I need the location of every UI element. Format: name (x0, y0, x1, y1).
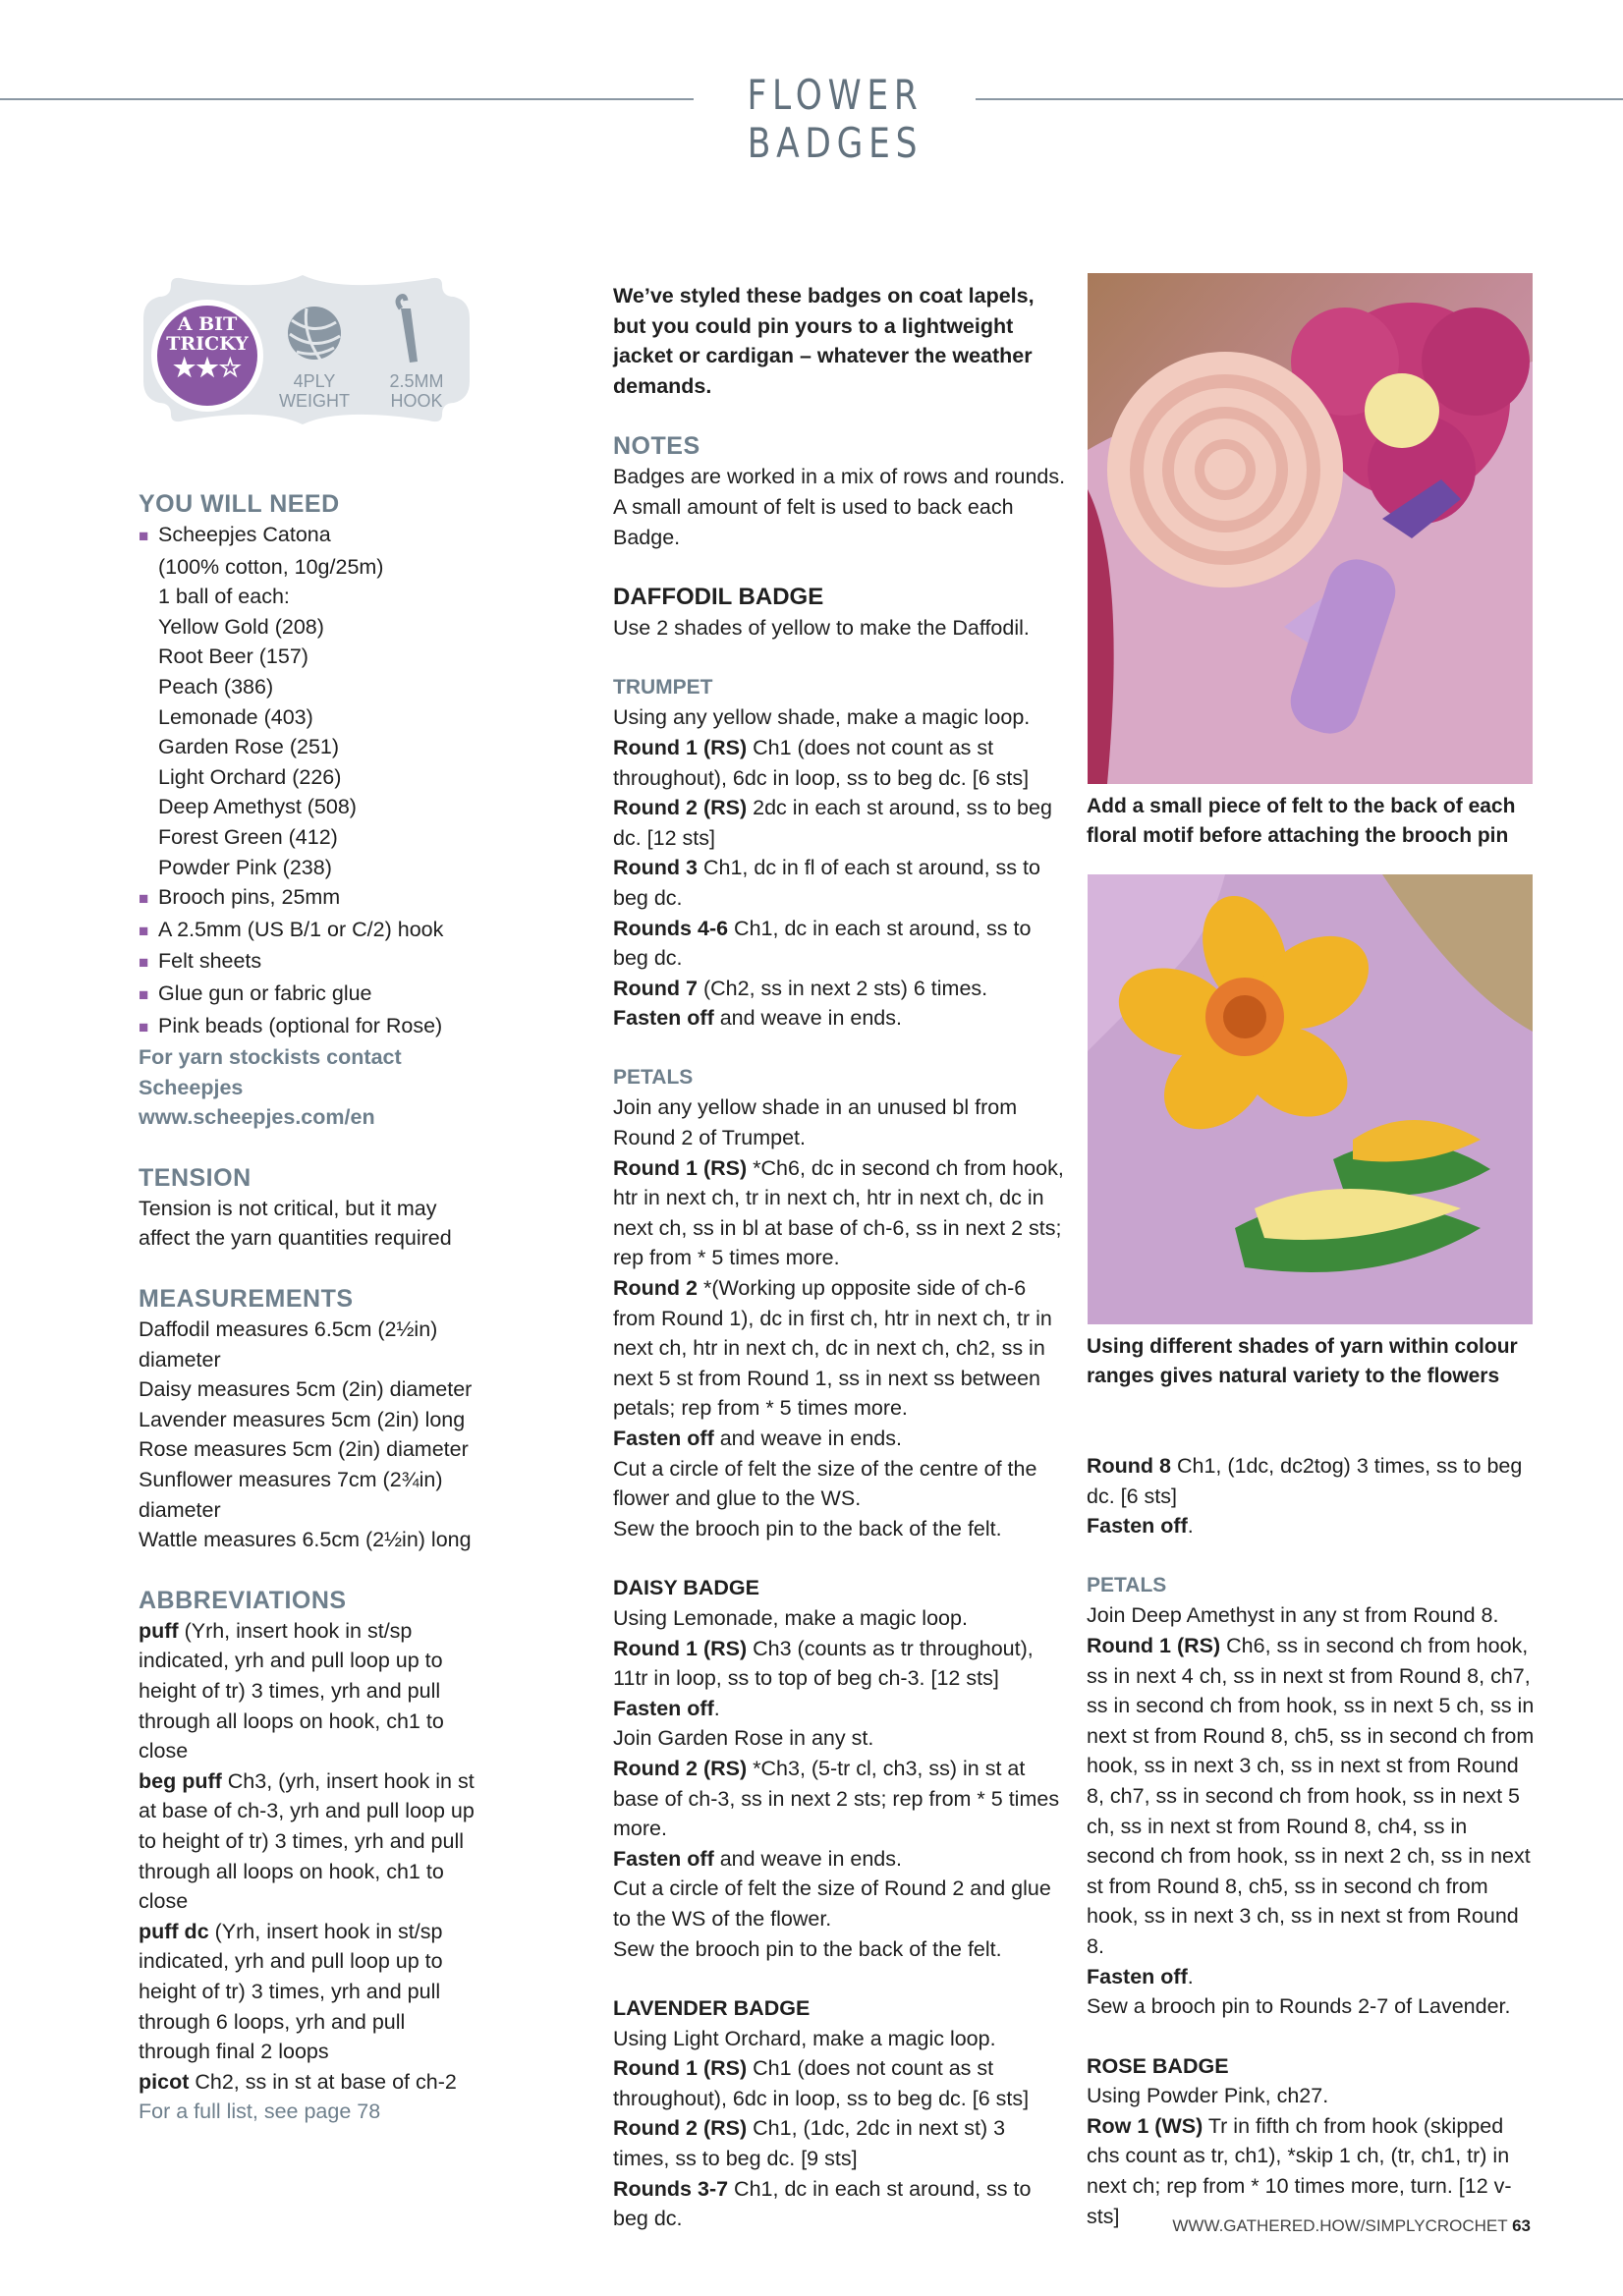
daffodil-petals-start: Join any yellow shade in an unused bl from Round 2 of Trumpet. (613, 1095, 1018, 1150)
yarn-list (139, 552, 477, 883)
yarn-line: Garden Rose (251) (158, 735, 340, 759)
page-title: FLOWER BADGES (747, 71, 923, 167)
header-rule-right (976, 98, 1623, 100)
yarn-line: Light Orchard (226) (158, 764, 342, 789)
pattern-step: Round 1 (RS) Ch6, ss in second ch from hook, ss in next 4 ch, ss in next st from Round 8, ch7, ss in second ch from hook, ss in next 5 ch, ss in next st from Round 8, ch5, ss in second ch from hook, ss in next 3 ch, ss in next st from Round 8, ch7, ss in second ch from hook, ss in next 5 ch, ss in next st from Round 8, ch4, ss in second ch from hook, ss in next 2 ch, ss in next st from Round 8, ch5, ss in second ch from hook, ss in next 3 ch, ss in next st from Round 8. (1087, 1633, 1535, 1958)
yarn-line: Forest Green (412) (158, 824, 338, 849)
pattern-step: Round 1 (RS) Ch1 (does not count as st throughout), 6dc in loop, ss to beg dc. [6 sts] (613, 735, 1030, 790)
rose-title: ROSE BADGE (1087, 2053, 1229, 2078)
yarn-line: Deep Amethyst (508) (158, 795, 357, 819)
abbreviation-item: puff dc (Yrh, insert hook in st/sp indicated, yrh and pull loop up to height of tr) 3 times, yrh and pull through 6 loops, yrh and pull through final 2 loops (139, 1919, 443, 2064)
footer-url[interactable]: WWW.GATHERED.HOW/SIMPLYCROCHET (1172, 2216, 1508, 2235)
notes-heading: NOTES (613, 432, 700, 461)
column-right (1087, 1451, 1540, 2231)
abbreviation-item: beg puff Ch3, (yrh, insert hook in st at base of ch-3, yrh and pull loop up to height of tr) 3 times, yrh and pull through all loops on hook, ch1 to close (139, 1768, 475, 1914)
pattern-step: Rounds 3-7 Ch1, dc in each st around, ss to beg dc. (613, 2176, 1032, 2231)
daffodil-title: DAFFODIL BADGE (613, 584, 824, 611)
pattern-step: Fasten off. (1087, 1514, 1194, 1539)
tension-heading: TENSION (139, 1163, 252, 1192)
difficulty-line-1: A BIT (177, 313, 238, 335)
yarn-line: (100% cotton, 10g/25m) (158, 554, 384, 579)
abbreviation-item: puff (Yrh, insert hook in st/sp indicated, yrh and pull loop up to height of tr) 3 times, yrh and pull through all loops on hook, ch1 to close (139, 1618, 444, 1764)
weight-label-line-1: 4PLY (293, 371, 336, 391)
yarn-line: Powder Pink (238) (158, 855, 332, 879)
difficulty-line-2: TRICKY (166, 333, 249, 355)
pattern-step: Fasten off and weave in ends. (613, 1846, 902, 1871)
header-rule-left (0, 98, 694, 100)
pattern-step: Round 2 *(Working up opposite side of ch-6 from Round 1), dc in first ch, htr in next ch, tr in next ch, htr in next ch, dc in next ch, ch2, ss in next 5 st from Round 1, ss in next ss between petals; rep from * 5 times more. (613, 1276, 1052, 1421)
daffodil-intro: Use 2 shades of yellow to make the Daffodil. (613, 616, 1030, 641)
pattern-step: Round 1 (RS) *Ch6, dc in second ch from hook, htr in next ch, tr in next ch, htr in next ch, dc in next ch, ss in bl at base of ch-6, ss in next 2 sts; rep from * 5 times more. (613, 1155, 1064, 1270)
measurement-line: Daffodil measures 6.5cm (2½in) diameter (139, 1317, 438, 1372)
measurements-heading: MEASUREMENTS (139, 1285, 354, 1314)
weight-label (265, 371, 364, 411)
pattern-step: Fasten off and weave in ends. (613, 1427, 902, 1450)
lavender-end: Sew a brooch pin to Rounds 2-7 of Lavender. (1087, 1994, 1511, 2019)
pattern-step: Row 1 (WS) Tr in fifth ch from hook (skipped chs count as tr, ch1), *skip 1 ch, (tr, ch1, tr) in next ch; rep from * 10 times more, turn. [12 v-sts] (1087, 2113, 1512, 2228)
difficulty-label (158, 314, 256, 383)
yarn-line: Root Beer (157) (158, 644, 308, 669)
pattern-step: Rounds 4-6 Ch1, dc in each st around, ss to beg dc. (613, 916, 1032, 971)
full-list-link[interactable]: For a full list, see page 78 (139, 2100, 381, 2124)
pattern-step: Fasten off and weave in ends. (613, 1006, 902, 1031)
yarn-line: Yellow Gold (208) (158, 614, 324, 639)
daffodil-petals-heading: PETALS (613, 1065, 694, 1089)
trumpet-heading: TRUMPET (613, 675, 713, 699)
column-left (139, 488, 477, 2127)
page-footer (1172, 2216, 1531, 2236)
lavender-petals-start: Join Deep Amethyst in any st from Round 8. (1087, 1603, 1499, 1628)
supply-item: ■ Glue gun or fabric glue (139, 980, 372, 1005)
stockist-name: Scheepjes (139, 1075, 244, 1099)
photo-daffodil-and-wattle (1088, 874, 1533, 1324)
lavender-title: LAVENDER BADGE (613, 1996, 811, 2021)
hook-label (367, 371, 466, 411)
weight-label-line-2: WEIGHT (279, 391, 350, 411)
pattern-step: Fasten off. (1087, 1964, 1194, 1988)
abbreviations-heading: ABBREVIATIONS (139, 1586, 347, 1614)
lavender-petals-heading: PETALS (1087, 1573, 1167, 1596)
pattern-step: Round 2 (RS) *Ch3, (5-tr cl, ch3, ss) in st at base of ch-3, ss in next 2 sts; rep from * 5 times more. (613, 1756, 1060, 1841)
abbreviation-item: picot Ch2, ss in st at base of ch-2 (139, 2069, 457, 2094)
photo-caption-1: Add a small piece of felt to the back of each floral motif before attaching the brooch pin (1087, 795, 1516, 847)
page-number: 63 (1512, 2216, 1531, 2235)
supply-item: ■ Felt sheets (139, 949, 262, 974)
photo-rose-and-lavender (1088, 273, 1533, 784)
daffodil-end-line: Cut a circle of felt the size of the centre of the flower and glue to the WS. (613, 1456, 1037, 1511)
yarn-title: ■ Scheepjes Catona (139, 523, 331, 546)
notes-text: Badges are worked in a mix of rows and rounds. A small amount of felt is used to back each Badge. (613, 465, 1066, 549)
daisy-join: Join Garden Rose in any st. (613, 1726, 874, 1751)
hook-label-line-2: HOOK (390, 391, 443, 411)
pattern-step: Round 3 Ch1, dc in fl of each st around, ss to beg dc. (613, 856, 1040, 910)
yarn-line: Lemonade (403) (158, 704, 313, 729)
yarn-line: Peach (386) (158, 674, 274, 699)
you-will-need-heading: YOU WILL NEED (139, 490, 340, 518)
pattern-step: Round 8 Ch1, (1dc, dc2tog) 3 times, ss to beg dc. [6 sts] (1087, 1454, 1523, 1508)
measurement-line: Lavender measures 5cm (2in) long (139, 1407, 466, 1431)
pattern-step: Round 2 (RS) 2dc in each st around, ss to beg dc. [12 sts] (613, 796, 1052, 850)
supply-item: ■ A 2.5mm (US B/1 or C/2) hook (139, 917, 444, 941)
yarn-ball-icon (288, 307, 341, 360)
daisy-end-line: Sew the brooch pin to the back of the felt. (613, 1936, 1002, 1961)
daisy-title: DAISY BADGE (613, 1576, 759, 1600)
tension-text: Tension is not critical, but it may affect the yarn quantities required (139, 1196, 452, 1251)
lavender-start: Using Light Orchard, make a magic loop. (613, 2026, 996, 2050)
daisy-start: Using Lemonade, make a magic loop. (613, 1605, 968, 1630)
supply-item: ■ Brooch pins, 25mm (139, 885, 341, 910)
difficulty-stars: ★★☆ (173, 354, 242, 383)
measurement-line: Sunflower measures 7cm (2¾in) diameter (139, 1468, 443, 1522)
pattern-step: Round 2 (RS) Ch1, (1dc, 2dc in next st) 3 times, ss to beg dc. [9 sts] (613, 2116, 1006, 2171)
pattern-step: Round 1 (RS) Ch3 (counts as tr throughout), 11tr in loop, ss to top of beg ch-3. [12 sts] (613, 1636, 1034, 1691)
hook-label-line-1: 2.5MM (389, 371, 444, 391)
supply-item: ■ Pink beads (optional for Rose) (139, 1013, 443, 1037)
photo-caption-2: Using different shades of yarn within colour ranges gives natural variety to the flowers (1087, 1335, 1518, 1387)
measurement-line: Wattle measures 6.5cm (2½in) long (139, 1528, 472, 1552)
measurement-line: Daisy measures 5cm (2in) diameter (139, 1377, 473, 1402)
daisy-end-line: Cut a circle of felt the size of Round 2 and glue to the WS of the flower. (613, 1876, 1051, 1931)
rose-start: Using Powder Pink, ch27. (1087, 2084, 1329, 2108)
pattern-step: Fasten off. (613, 1696, 720, 1720)
stockist-contact: For yarn stockists contact (139, 1045, 402, 1070)
trumpet-start: Using any yellow shade, make a magic loop. (613, 705, 1031, 730)
intro-text: We’ve styled these badges on coat lapels, but you could pin yours to a lightweight jacket or cardigan – whatever the weather demands. (613, 284, 1035, 398)
column-middle (613, 281, 1067, 2234)
daffodil-end-line: Sew the brooch pin to the back of the felt. (613, 1516, 1002, 1540)
stockist-link[interactable]: www.scheepjes.com/en (139, 1105, 375, 1130)
pattern-step: Round 7 (Ch2, ss in next 2 sts) 6 times. (613, 976, 988, 1000)
measurement-line: Rose measures 5cm (2in) diameter (139, 1437, 469, 1462)
pattern-step: Round 1 (RS) Ch1 (does not count as st throughout), 6dc in loop, ss to beg dc. [6 sts] (613, 2056, 1030, 2110)
yarn-line: 1 ball of each: (158, 585, 290, 609)
